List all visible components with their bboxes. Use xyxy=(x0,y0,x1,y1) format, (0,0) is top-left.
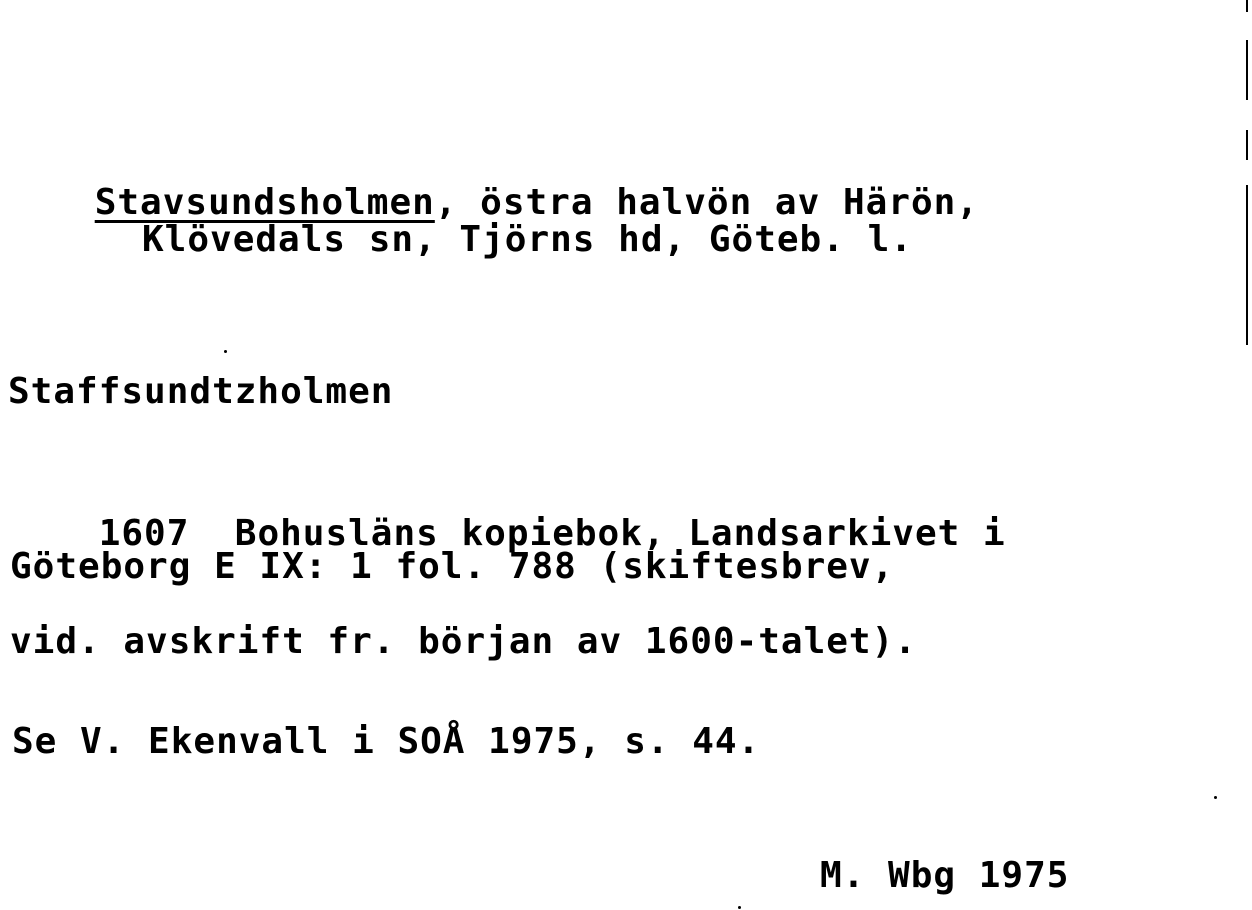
entry-year: 1607 xyxy=(98,513,190,554)
scan-edge-mark xyxy=(1246,40,1248,100)
location-line: Klövedals sn, Tjörns hd, Göteb. l. xyxy=(142,219,913,260)
scan-edge-mark xyxy=(1246,185,1248,345)
variant-form: Staffsundtzholmen xyxy=(8,371,394,412)
scan-edge-mark xyxy=(1246,0,1248,12)
entry-line-3: vid. avskrift fr. början av 1600-talet). xyxy=(10,621,917,662)
signature: M. Wbg 1975 xyxy=(820,855,1070,896)
scan-speck xyxy=(738,906,741,909)
entry-line-2: Göteborg E IX: 1 fol. 788 (skiftesbrev, xyxy=(10,546,895,587)
reference-line: Se V. Ekenvall i SOÅ 1975, s. 44. xyxy=(12,721,761,762)
headword: Stavsundsholmen xyxy=(94,182,435,223)
headword-description: , östra halvön av Härön, xyxy=(434,182,979,223)
scan-speck xyxy=(1214,796,1217,799)
scan-speck xyxy=(224,350,227,353)
entry-source: Bohusläns kopiebok, Landsarkivet i xyxy=(234,513,1006,554)
scan-edge-mark xyxy=(1246,130,1248,160)
